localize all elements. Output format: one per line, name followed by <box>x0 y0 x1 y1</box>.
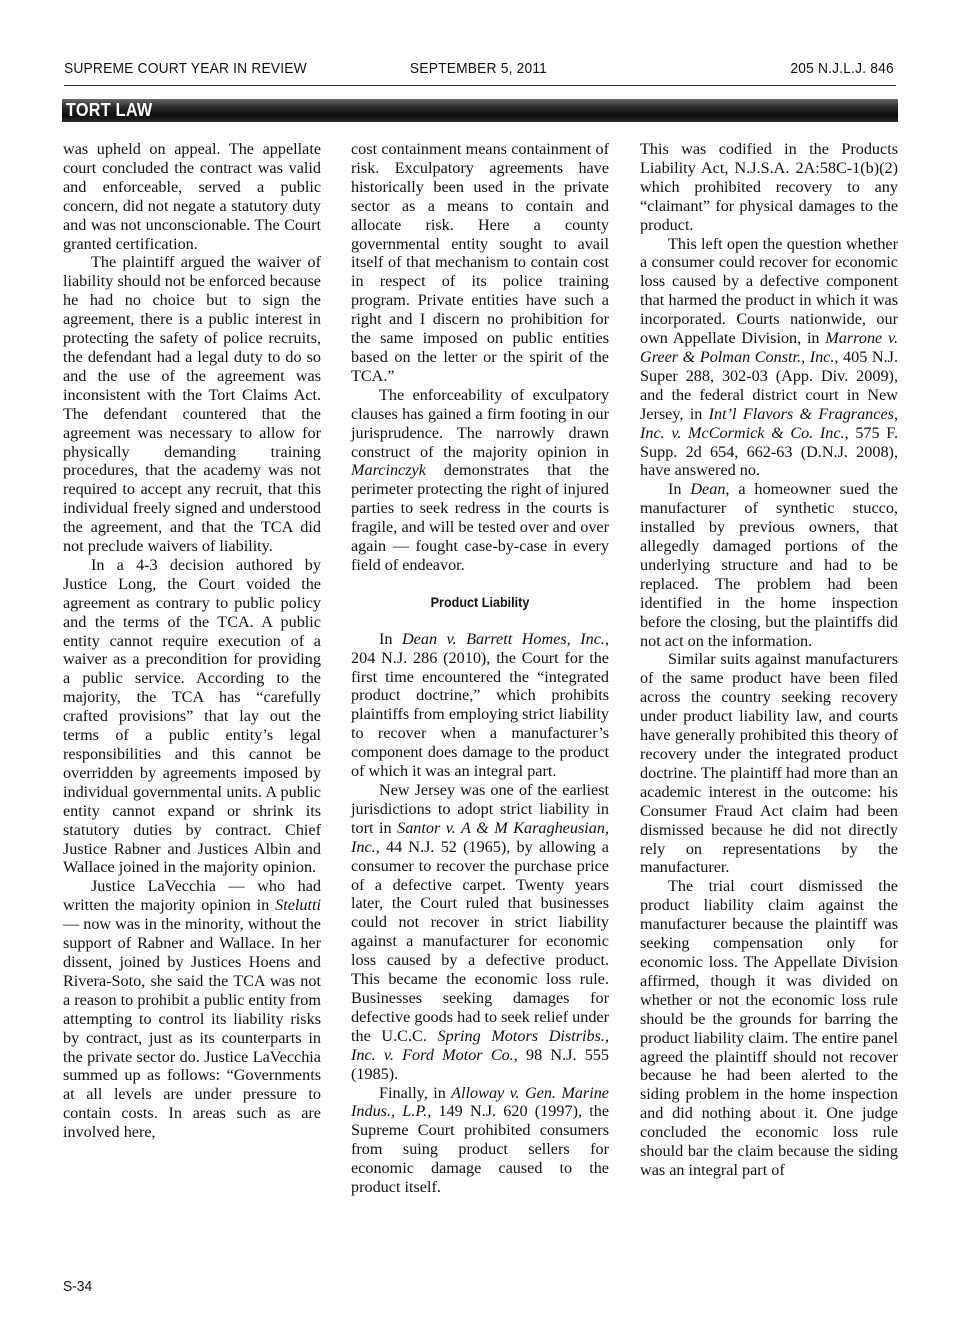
paragraph: was upheld on appeal. The appellate court concluded the contract was valid and enforceable, served a public concern, did not negate a statutory duty and was not unconscionable. The Court granted certification. <box>63 140 321 253</box>
case-name: Santor v. A & M Karagheusian, Inc. <box>351 818 609 856</box>
article-column-3 <box>640 140 898 1260</box>
case-name: Stelutti <box>275 896 321 915</box>
paragraph: The enforceability of exculpatory clauses has gained a firm footing in our jurisprudence. The narrowly drawn construct of the majority opinion in Marcinczyk demonstrates that the perimeter protecting the right of injured parties to seek redress in the courts is fragile, and will be tested over and over again — fought case-by-case in every field of endeavor. <box>351 385 609 574</box>
header-date: SEPTEMBER 5, 2011 <box>409 60 548 77</box>
paragraph: This left open the question whether a consumer could recover for economic loss caused by a defective component that harmed the product in which it was incorporated. Courts nationwide, our own Appellate Division, in Marrone v. Greer & Polman Constr., Inc., 405 N.J. Super 288, 302-03 (App. Div. 2009), and the federal district court in New Jersey, in Int’l Flavors & Fragrances, Inc. v. McCormick & Co. Inc., 575 F. Supp. 2d 654, 662-63 (D.N.J. 2008), have answered no. <box>640 234 898 480</box>
case-name: Marcinczyk <box>351 461 426 480</box>
paragraph: New Jersey was one of the earliest jurisdictions to adopt strict liability in tort in Santor v. A & M Karagheusian, Inc., 44 N.J. 52 (1965), by allowing a consumer to recover the purchase price of a defective carpet. Twenty years later, the Court ruled that businesses could not recover in strict liability against a manufacturer for economic loss caused by a defective product. This became the economic loss rule. Businesses seeking damages for defective goods had to seek relief under the U.C.C. Spring Motors Distribs., Inc. v. Ford Motor Co., 98 N.J. 555 (1985). <box>351 781 609 1083</box>
paragraph: In a 4-3 decision authored by Justice Long, the Court voided the agreement as contrary to public policy and the terms of the TCA. A public entity cannot require execution of a waiver as a precondition for providing a public service. According to the majority, the TCA has “carefully crafted provisions” that lay out the terms of a public entity’s legal responsibilities and this cannot be overridden by agreements imposed by individual governmental units. A public entity cannot expand or shrink its statutory duties by contract. Chief Justice Rabner and Justices Albin and Wallace joined in the majority opinion. <box>63 555 321 877</box>
article-column-1 <box>63 140 321 1260</box>
paragraph: Finally, in Alloway v. Gen. Marine Indus., L.P., 149 N.J. 620 (1997), the Supreme Court prohibited consumers from suing product sellers for economic damage caused to the product itself. <box>351 1083 610 1197</box>
paragraph: cost containment means containment of risk. Exculpatory agreements have historically been used in the private sector as a means to contain and allocate risk. Here a county governmental entity sought to avail itself of that mechanism to contain cost in respect of its police training program. Private entities have such a right and I discern no prohibition for the same imposed on public entities based on the letter or the spirit of the TCA.” <box>351 140 609 385</box>
header-rule <box>64 85 896 86</box>
article-column-2 <box>351 140 609 1260</box>
case-name: Marrone v. Greer & Polman Constr., Inc. <box>640 329 898 366</box>
paragraph: The trial court dismissed the product liability claim against the manufacturer because the plaintiff was seeking compensation only for economic loss. The Appellate Division affirmed, though it was divided on whether or not the economic loss rule should be the grounds for barring the product liability claim. The entire panel agreed the plaintiff should not recover because he had been alerted to the siding problem in the home inspection and did nothing about it. One judge concluded the economic loss rule should bar the claim because the siding was an integral part of <box>640 877 898 1179</box>
case-name: Spring Motors Distribs., Inc. v. Ford Motor Co. <box>351 1026 609 1064</box>
section-title: TORT LAW <box>66 100 153 120</box>
paragraph: Justice LaVecchia — who had written the majority opinion in Stelutti — now was in the minority, without the support of Rabner and Wallace. In her dissent, joined by Justices Hoens and Rivera-Soto, she said the TCA was not a reason to prohibit a public entity from attempting to control its liability risks by contract, just as its counterparts in the private sector do. Justice LaVecchia summed up as follows: “Governments at all levels are under pressure to contain costs. In areas such as are involved here, <box>63 877 321 1142</box>
case-name: Int’l Flavors & Fragrances, Inc. v. McCormick & Co. Inc. <box>640 404 898 442</box>
section-banner <box>62 99 898 122</box>
subheading-product-liability: Product Liability <box>430 593 530 610</box>
paragraph: In Dean, a homeowner sued the manufacturer of synthetic stucco, installed by previous owners, that allegedly damaged portions of the underlying structure and had to be replaced. The problem had been identified in the home inspection before the closing, but the plaintiffs did not act on the information. <box>640 480 898 650</box>
case-name: Dean <box>690 480 726 499</box>
case-name: Dean v. Barrett Homes, Inc. <box>401 629 605 648</box>
header-citation: 205 N.J.L.J. 846 <box>790 60 894 77</box>
running-header <box>64 60 894 82</box>
case-name: Alloway v. Gen. Marine Indus., L.P. <box>351 1083 609 1121</box>
paragraph: This was codified in the Products Liability Act, N.J.S.A. 2A:58C-1(b)(2) which prohibited recovery to any “claimant” for physical damages to the product. <box>640 140 898 234</box>
paragraph: The plaintiff argued the waiver of liability should not be enforced because he had no choice but to sign the agreement, there is a public interest in protecting the safety of police recruits, the defendant had a legal duty to do so and the use of the agreement was inconsistent with the Tort Claims Act. The defendant countered that the agreement was necessary to allow for physically demanding training procedures, that the academy was not required to accept any recruit, that this individual freely signed and understood the agreement, and that the TCA did not preclude waivers of liability. <box>63 253 321 556</box>
header-publication-section: SUPREME COURT YEAR IN REVIEW <box>64 60 307 77</box>
paragraph: In Dean v. Barrett Homes, Inc., 204 N.J. 286 (2010), the Court for the first time encountered the “integrated product doctrine,” which prohibits plaintiffs from employing strict liability to recover when a manufacturer’s component does damage to the product of which it was an integral part. <box>351 629 609 781</box>
paragraph: Similar suits against manufacturers of the same product have been filed across the country seeking recovery under product liability law, and courts have generally prohibited this theory of recovery under the integrated product doctrine. The plaintiff had more than an academic interest in the outcome: his Consumer Fraud Act claim had been dismissed because he did not directly rely on representations by the manufacturer. <box>640 650 898 877</box>
page-number: S-34 <box>63 1278 93 1295</box>
